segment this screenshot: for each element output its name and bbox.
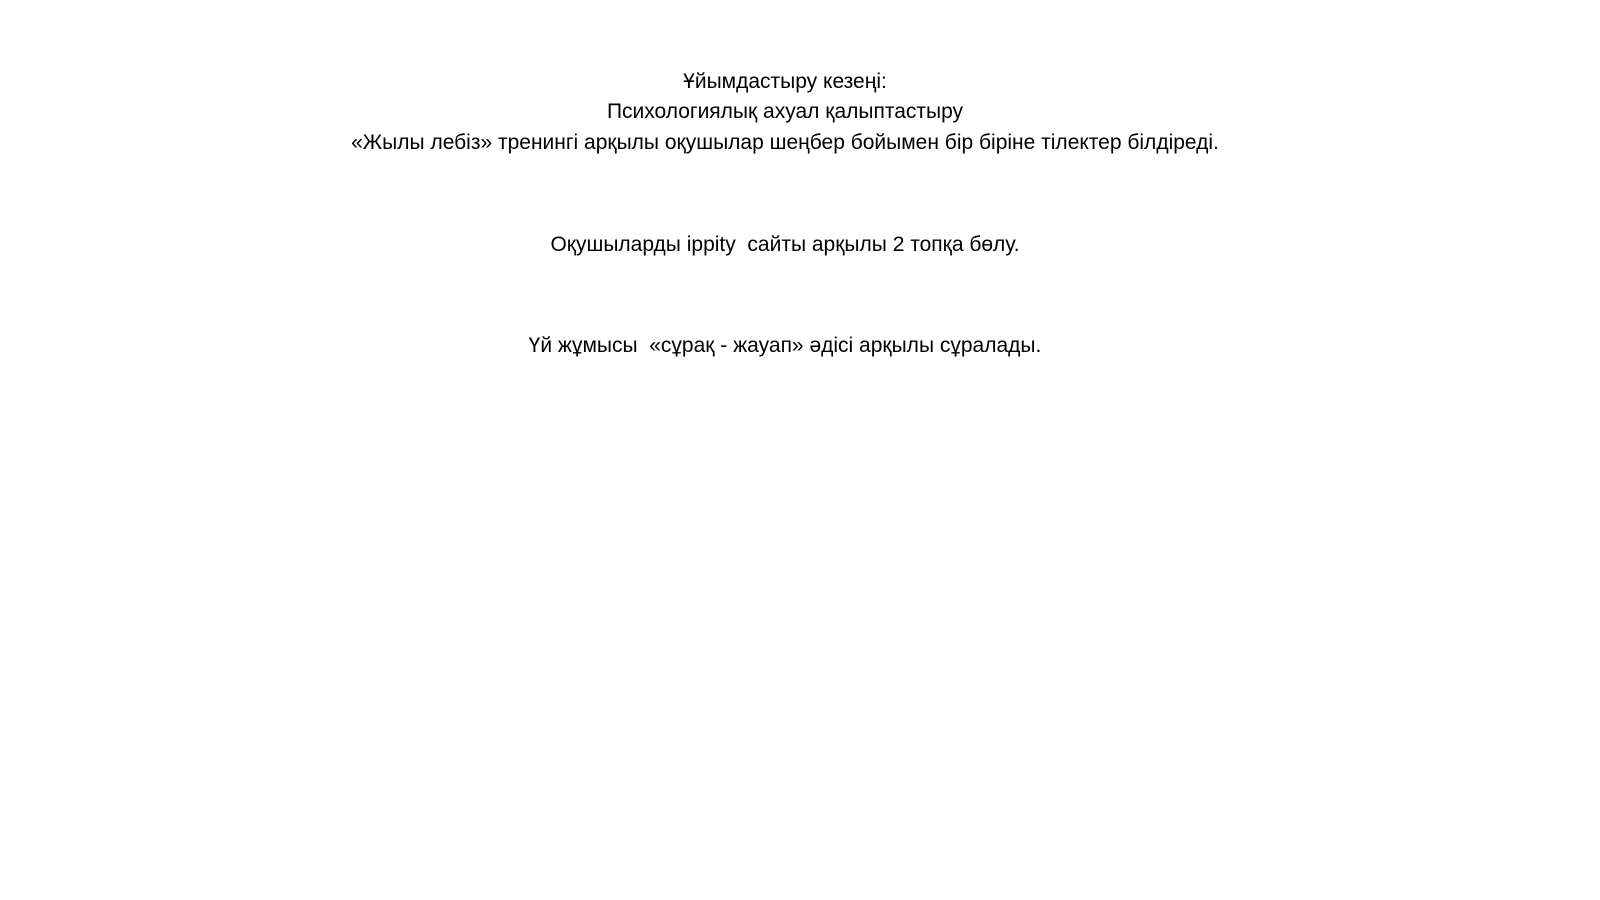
training-description-text: «Жылы лебіз» тренингі арқылы оқушылар шеңбер бойымен бір біріне тілектер білдіреді. (351, 131, 1219, 154)
psychological-mood-text: Психологиялық ахуал қалыптастыру (606, 100, 964, 123)
homework-instruction-text: Үй жұмысы «сұрақ - жауап» әдісі арқылы сұралады. (528, 334, 1042, 357)
grouping-instruction-text: Оқушыларды ippity сайты арқылы 2 топқа бөлу. (550, 233, 1020, 256)
organizing-stage-heading: Ұйымдастыру кезеңі: (683, 70, 887, 93)
